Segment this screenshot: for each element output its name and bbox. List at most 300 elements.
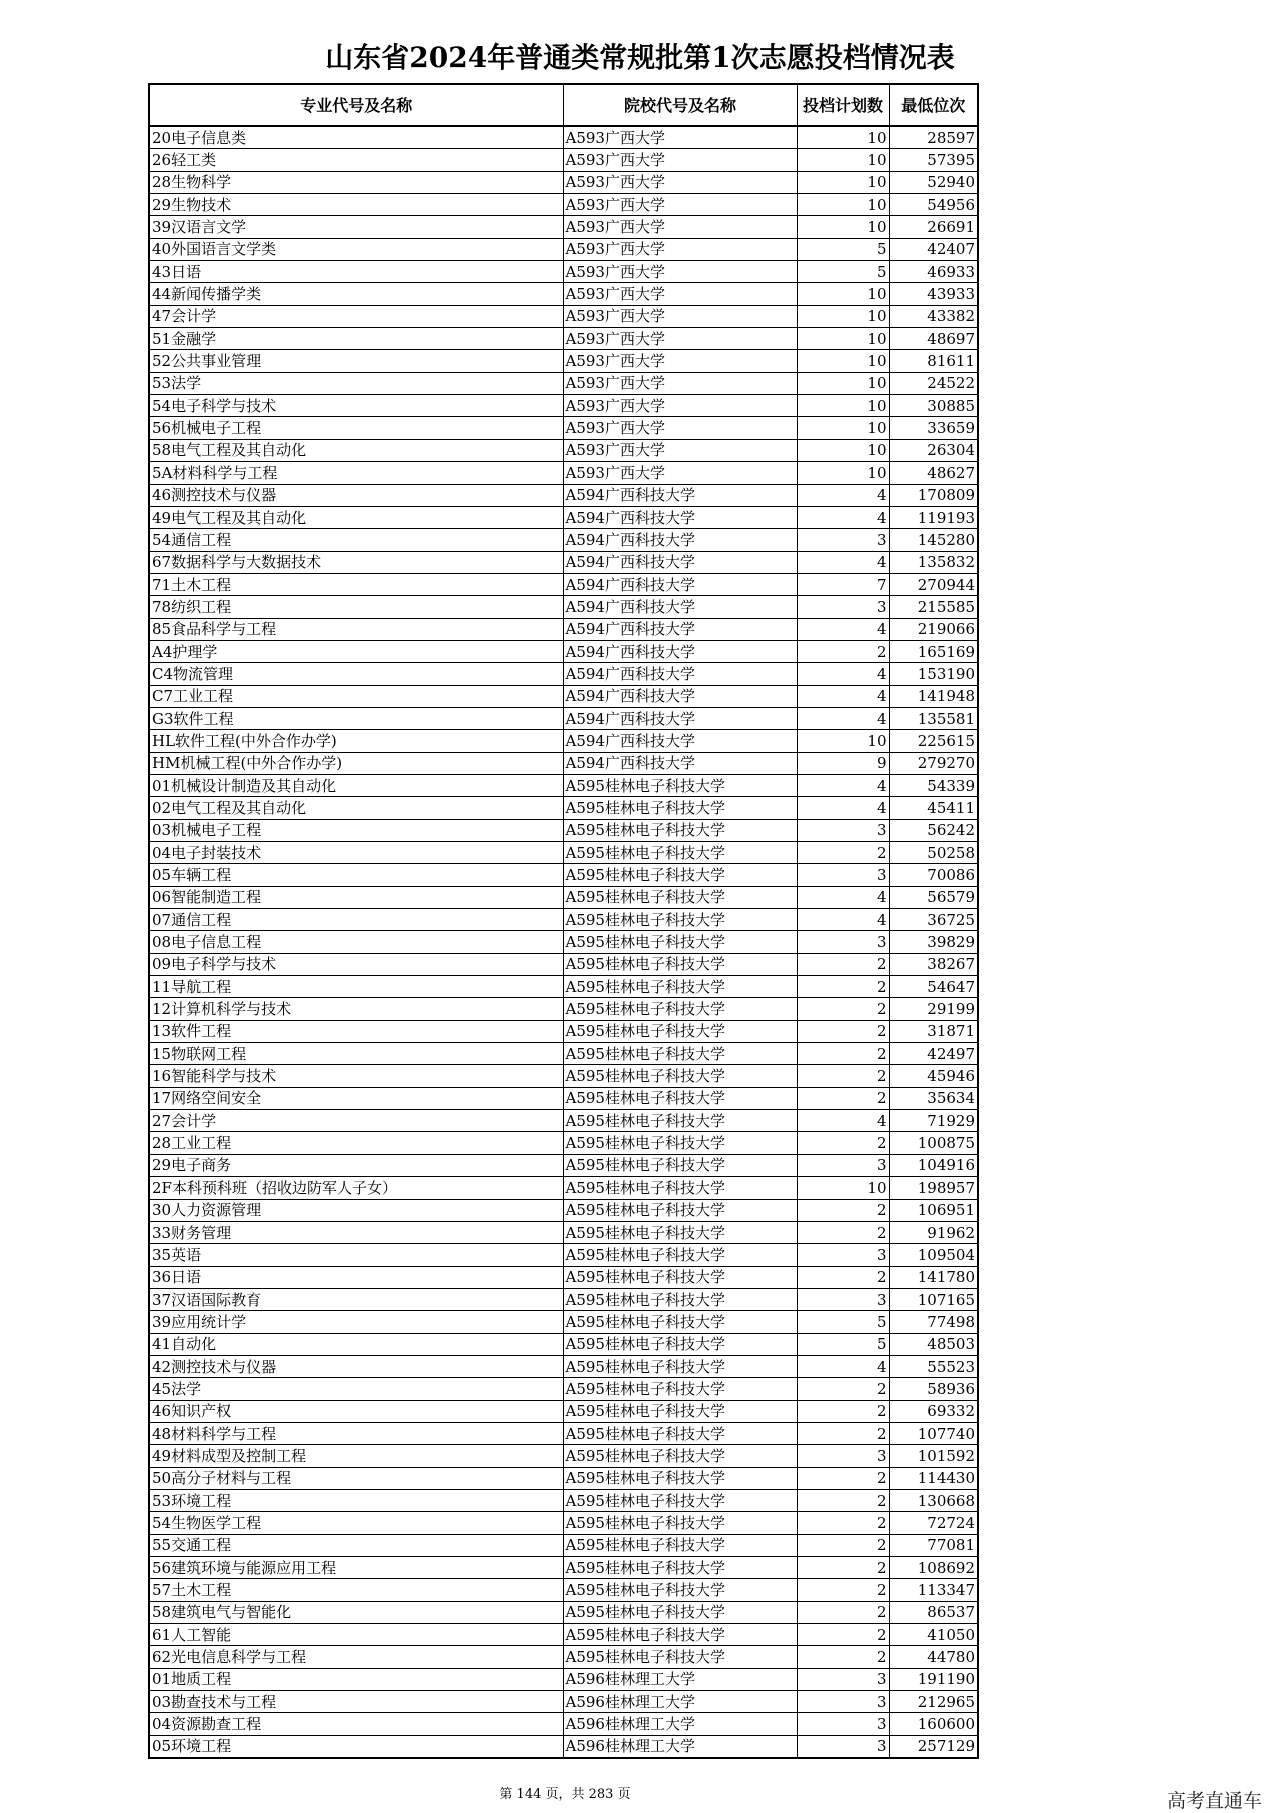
cell-plan-count: 3 [797,529,889,551]
cell-plan-count: 4 [797,1355,889,1377]
cell-min-rank: 109504 [889,1244,978,1266]
cell-school: A593广西大学 [563,305,797,327]
cell-school: A595桂林电子科技大学 [563,1333,797,1355]
table-row [149,797,978,819]
cell-min-rank: 107165 [889,1288,978,1310]
cell-plan-count: 4 [797,886,889,908]
table-row [149,305,978,327]
cell-major: 02电气工程及其自动化 [149,797,563,819]
cell-min-rank: 130668 [889,1489,978,1511]
cell-plan-count: 10 [797,350,889,372]
cell-school: A595桂林电子科技大学 [563,819,797,841]
cell-min-rank: 56242 [889,819,978,841]
cell-plan-count: 10 [797,283,889,305]
cell-school: A593广西大学 [563,149,797,171]
cell-major: 04资源勘查工程 [149,1713,563,1735]
cell-plan-count: 2 [797,976,889,998]
admission-table [148,83,979,1759]
cell-school: A593广西大学 [563,462,797,484]
table-row [149,149,978,171]
cell-min-rank: 52940 [889,171,978,193]
table-row [149,1221,978,1243]
cell-major: 47会计学 [149,305,563,327]
cell-min-rank: 43933 [889,283,978,305]
cell-plan-count: 3 [797,1713,889,1735]
table-row [149,1467,978,1489]
cell-plan-count: 10 [797,395,889,417]
cell-school: A594广西科技大学 [563,618,797,640]
cell-school: A595桂林电子科技大学 [563,953,797,975]
cell-school: A595桂林电子科技大学 [563,1624,797,1646]
cell-plan-count: 4 [797,484,889,506]
table-row [149,1624,978,1646]
cell-school: A593广西大学 [563,328,797,350]
cell-min-rank: 119193 [889,506,978,528]
table-header-row [149,84,978,126]
table-row [149,864,978,886]
table-row [149,842,978,864]
table-row [149,1110,978,1132]
cell-plan-count: 10 [797,730,889,752]
cell-school: A594广西科技大学 [563,551,797,573]
cell-school: A594广西科技大学 [563,707,797,729]
table-body [149,126,978,1758]
cell-plan-count: 2 [797,1020,889,1042]
cell-major: 39汉语言文学 [149,216,563,238]
cell-school: A595桂林电子科技大学 [563,1445,797,1467]
table-row [149,395,978,417]
cell-min-rank: 215585 [889,596,978,618]
cell-min-rank: 71929 [889,1110,978,1132]
cell-plan-count: 2 [797,1065,889,1087]
cell-min-rank: 35634 [889,1087,978,1109]
table-row [149,663,978,685]
cell-major: HL软件工程(中外合作办学) [149,730,563,752]
table-row [149,1512,978,1534]
cell-plan-count: 3 [797,1735,889,1758]
table-row [149,1579,978,1601]
cell-school: A595桂林电子科技大学 [563,998,797,1020]
table-row [149,1534,978,1556]
cell-school: A595桂林电子科技大学 [563,1557,797,1579]
cell-plan-count: 3 [797,864,889,886]
cell-plan-count: 2 [797,640,889,662]
cell-plan-count: 5 [797,238,889,260]
cell-min-rank: 86537 [889,1601,978,1623]
cell-major: 50高分子材料与工程 [149,1467,563,1489]
cell-min-rank: 107740 [889,1422,978,1444]
cell-major: 46知识产权 [149,1400,563,1422]
cell-school: A593广西大学 [563,261,797,283]
cell-plan-count: 2 [797,1512,889,1534]
table-row [149,462,978,484]
cell-major: 49材料成型及控制工程 [149,1445,563,1467]
cell-plan-count: 10 [797,149,889,171]
cell-major: 30人力资源管理 [149,1199,563,1221]
cell-school: A595桂林电子科技大学 [563,1422,797,1444]
table-row [149,1713,978,1735]
cell-plan-count: 10 [797,328,889,350]
cell-min-rank: 135832 [889,551,978,573]
cell-school: A595桂林电子科技大学 [563,1020,797,1042]
cell-school: A595桂林电子科技大学 [563,886,797,908]
cell-major: 03勘查技术与工程 [149,1691,563,1713]
cell-major: 01机械设计制造及其自动化 [149,774,563,796]
cell-major: 44新闻传播学类 [149,283,563,305]
cell-major: 54通信工程 [149,529,563,551]
cell-major: 62光电信息科学与工程 [149,1646,563,1668]
cell-major: 67数据科学与大数据技术 [149,551,563,573]
cell-school: A595桂林电子科技大学 [563,1043,797,1065]
cell-min-rank: 50258 [889,842,978,864]
table-row [149,1154,978,1176]
cell-plan-count: 2 [797,1422,889,1444]
cell-major: 85食品科学与工程 [149,618,563,640]
cell-min-rank: 48627 [889,462,978,484]
cell-min-rank: 48697 [889,328,978,350]
cell-major: 78纺织工程 [149,596,563,618]
cell-major: 61人工智能 [149,1624,563,1646]
cell-min-rank: 72724 [889,1512,978,1534]
cell-plan-count: 5 [797,261,889,283]
cell-school: A594广西科技大学 [563,685,797,707]
cell-school: A595桂林电子科技大学 [563,864,797,886]
cell-plan-count: 2 [797,1266,889,1288]
cell-min-rank: 81611 [889,350,978,372]
header-min-rank: 最低位次 [889,84,978,126]
cell-school: A594广西科技大学 [563,730,797,752]
cell-plan-count: 4 [797,909,889,931]
page-footer: 第 144 页，共 283 页 [499,1787,631,1802]
cell-school: A595桂林电子科技大学 [563,1110,797,1132]
table-row [149,819,978,841]
cell-major: 15物联网工程 [149,1043,563,1065]
cell-major: 04电子封装技术 [149,842,563,864]
cell-min-rank: 55523 [889,1355,978,1377]
cell-school: A595桂林电子科技大学 [563,1467,797,1489]
cell-major: 56建筑环境与能源应用工程 [149,1557,563,1579]
cell-plan-count: 2 [797,998,889,1020]
table-row [149,931,978,953]
cell-plan-count: 10 [797,216,889,238]
table-row [149,909,978,931]
table-row [149,1333,978,1355]
cell-min-rank: 101592 [889,1445,978,1467]
cell-min-rank: 54339 [889,774,978,796]
cell-plan-count: 2 [797,1400,889,1422]
cell-school: A595桂林电子科技大学 [563,1646,797,1668]
cell-school: A593广西大学 [563,238,797,260]
table-row [149,1557,978,1579]
cell-min-rank: 29199 [889,998,978,1020]
cell-major: C4物流管理 [149,663,563,685]
cell-plan-count: 5 [797,1333,889,1355]
cell-school: A595桂林电子科技大学 [563,842,797,864]
cell-plan-count: 9 [797,752,889,774]
table-row [149,1288,978,1310]
cell-plan-count: 4 [797,1110,889,1132]
table-row [149,1020,978,1042]
table-row [149,1489,978,1511]
cell-min-rank: 104916 [889,1154,978,1176]
cell-major: 53环境工程 [149,1489,563,1511]
cell-major: 05环境工程 [149,1735,563,1758]
cell-major: 01地质工程 [149,1668,563,1690]
table-row [149,417,978,439]
cell-school: A596桂林理工大学 [563,1691,797,1713]
cell-major: 07通信工程 [149,909,563,931]
table-row [149,1132,978,1154]
cell-min-rank: 279270 [889,752,978,774]
cell-min-rank: 56579 [889,886,978,908]
cell-school: A593广西大学 [563,216,797,238]
cell-plan-count: 3 [797,1244,889,1266]
cell-school: A594广西科技大学 [563,596,797,618]
table-row [149,126,978,149]
cell-min-rank: 114430 [889,1467,978,1489]
cell-min-rank: 54647 [889,976,978,998]
cell-school: A595桂林电子科技大学 [563,1288,797,1310]
cell-school: A594广西科技大学 [563,529,797,551]
cell-plan-count: 4 [797,797,889,819]
cell-major: 20电子信息类 [149,126,563,149]
cell-plan-count: 2 [797,1646,889,1668]
cell-major: C7工业工程 [149,685,563,707]
cell-min-rank: 106951 [889,1199,978,1221]
table-row [149,1422,978,1444]
cell-major: 29生物技术 [149,194,563,216]
table-row [149,573,978,595]
cell-min-rank: 257129 [889,1735,978,1758]
cell-school: A593广西大学 [563,417,797,439]
cell-plan-count: 10 [797,417,889,439]
cell-min-rank: 28597 [889,126,978,149]
cell-major: 42测控技术与仪器 [149,1355,563,1377]
cell-plan-count: 4 [797,663,889,685]
cell-min-rank: 45946 [889,1065,978,1087]
cell-plan-count: 4 [797,551,889,573]
table-row [149,1087,978,1109]
table-row [149,1668,978,1690]
cell-min-rank: 91962 [889,1221,978,1243]
cell-school: A595桂林电子科技大学 [563,1266,797,1288]
cell-school: A595桂林电子科技大学 [563,1311,797,1333]
cell-plan-count: 10 [797,1177,889,1199]
table-row [149,1445,978,1467]
cell-plan-count: 3 [797,1154,889,1176]
cell-school: A593广西大学 [563,171,797,193]
cell-min-rank: 58936 [889,1378,978,1400]
cell-school: A595桂林电子科技大学 [563,1400,797,1422]
cell-school: A596桂林理工大学 [563,1668,797,1690]
cell-plan-count: 2 [797,1624,889,1646]
cell-major: 71土木工程 [149,573,563,595]
table-row [149,886,978,908]
cell-school: A595桂林电子科技大学 [563,1244,797,1266]
cell-min-rank: 225615 [889,730,978,752]
cell-major: G3软件工程 [149,707,563,729]
cell-school: A595桂林电子科技大学 [563,1378,797,1400]
cell-school: A595桂林电子科技大学 [563,1579,797,1601]
cell-plan-count: 5 [797,1311,889,1333]
cell-major: 09电子科学与技术 [149,953,563,975]
cell-min-rank: 33659 [889,417,978,439]
cell-min-rank: 170809 [889,484,978,506]
cell-major: 12计算机科学与技术 [149,998,563,1020]
cell-plan-count: 3 [797,1668,889,1690]
cell-school: A595桂林电子科技大学 [563,1534,797,1556]
cell-school: A593广西大学 [563,372,797,394]
cell-major: 46测控技术与仪器 [149,484,563,506]
cell-major: 52公共事业管理 [149,350,563,372]
table-row [149,618,978,640]
header-school: 院校代号及名称 [563,84,797,126]
table-row [149,238,978,260]
cell-plan-count: 3 [797,1288,889,1310]
cell-major: 54电子科学与技术 [149,395,563,417]
cell-school: A595桂林电子科技大学 [563,1132,797,1154]
cell-plan-count: 3 [797,1445,889,1467]
cell-min-rank: 212965 [889,1691,978,1713]
cell-min-rank: 54956 [889,194,978,216]
cell-plan-count: 10 [797,194,889,216]
table-row [149,551,978,573]
cell-school: A594广西科技大学 [563,663,797,685]
header-plan-count: 投档计划数 [797,84,889,126]
document-title: 山东省2024年普通类常规批第1次志愿投档情况表 [325,41,955,74]
cell-min-rank: 100875 [889,1132,978,1154]
table-row [149,953,978,975]
cell-major: 03机械电子工程 [149,819,563,841]
cell-min-rank: 70086 [889,864,978,886]
cell-major: A4护理学 [149,640,563,662]
cell-major: 57土木工程 [149,1579,563,1601]
cell-plan-count: 2 [797,1467,889,1489]
cell-major: 58电气工程及其自动化 [149,439,563,461]
cell-major: 16智能科学与技术 [149,1065,563,1087]
cell-min-rank: 77498 [889,1311,978,1333]
table-row [149,439,978,461]
table-row [149,484,978,506]
table-row [149,216,978,238]
cell-major: 51金融学 [149,328,563,350]
cell-min-rank: 42407 [889,238,978,260]
table-row [149,1646,978,1668]
cell-min-rank: 153190 [889,663,978,685]
cell-plan-count: 2 [797,842,889,864]
cell-major: 5A材料科学与工程 [149,462,563,484]
table-row [149,976,978,998]
cell-min-rank: 219066 [889,618,978,640]
cell-min-rank: 41050 [889,1624,978,1646]
cell-min-rank: 48503 [889,1333,978,1355]
cell-plan-count: 2 [797,1199,889,1221]
table-row [149,1043,978,1065]
cell-plan-count: 2 [797,953,889,975]
cell-plan-count: 2 [797,1221,889,1243]
table-row [149,640,978,662]
cell-min-rank: 30885 [889,395,978,417]
watermark: 高考直通车 [1166,1790,1262,1812]
cell-major: 45法学 [149,1378,563,1400]
cell-plan-count: 10 [797,126,889,149]
cell-school: A595桂林电子科技大学 [563,1154,797,1176]
cell-school: A595桂林电子科技大学 [563,1087,797,1109]
cell-plan-count: 4 [797,618,889,640]
cell-min-rank: 160600 [889,1713,978,1735]
cell-min-rank: 198957 [889,1177,978,1199]
cell-plan-count: 4 [797,506,889,528]
cell-major: 11导航工程 [149,976,563,998]
table-row [149,194,978,216]
cell-school: A595桂林电子科技大学 [563,774,797,796]
cell-min-rank: 46933 [889,261,978,283]
table-row [149,596,978,618]
table-row [149,774,978,796]
cell-major: 28生物科学 [149,171,563,193]
cell-plan-count: 3 [797,1691,889,1713]
table-row [149,350,978,372]
cell-plan-count: 2 [797,1132,889,1154]
table-row [149,1311,978,1333]
cell-major: 05车辆工程 [149,864,563,886]
cell-plan-count: 2 [797,1378,889,1400]
table-row [149,261,978,283]
cell-plan-count: 10 [797,305,889,327]
cell-major: 37汉语国际教育 [149,1288,563,1310]
cell-school: A595桂林电子科技大学 [563,1601,797,1623]
cell-min-rank: 45411 [889,797,978,819]
cell-min-rank: 31871 [889,1020,978,1042]
table-row [149,1691,978,1713]
cell-min-rank: 39829 [889,931,978,953]
cell-major: 08电子信息工程 [149,931,563,953]
table-row [149,171,978,193]
cell-min-rank: 108692 [889,1557,978,1579]
cell-min-rank: 141780 [889,1266,978,1288]
cell-school: A595桂林电子科技大学 [563,1065,797,1087]
cell-plan-count: 2 [797,1087,889,1109]
cell-school: A596桂林理工大学 [563,1735,797,1758]
cell-min-rank: 77081 [889,1534,978,1556]
cell-min-rank: 43382 [889,305,978,327]
cell-major: 33财务管理 [149,1221,563,1243]
table-row [149,1266,978,1288]
cell-school: A595桂林电子科技大学 [563,1177,797,1199]
table-row [149,1400,978,1422]
cell-major: 29电子商务 [149,1154,563,1176]
cell-plan-count: 7 [797,573,889,595]
table-row [149,529,978,551]
cell-school: A595桂林电子科技大学 [563,1512,797,1534]
cell-plan-count: 2 [797,1579,889,1601]
cell-school: A595桂林电子科技大学 [563,1355,797,1377]
cell-plan-count: 3 [797,596,889,618]
cell-plan-count: 2 [797,1534,889,1556]
cell-major: 39应用统计学 [149,1311,563,1333]
cell-major: 36日语 [149,1266,563,1288]
cell-major: 28工业工程 [149,1132,563,1154]
cell-plan-count: 10 [797,372,889,394]
table-row [149,998,978,1020]
table-row [149,752,978,774]
cell-major: 35英语 [149,1244,563,1266]
cell-school: A596桂林理工大学 [563,1713,797,1735]
cell-major: 58建筑电气与智能化 [149,1601,563,1623]
header-major: 专业代号及名称 [149,84,563,126]
cell-min-rank: 42497 [889,1043,978,1065]
table-row [149,372,978,394]
